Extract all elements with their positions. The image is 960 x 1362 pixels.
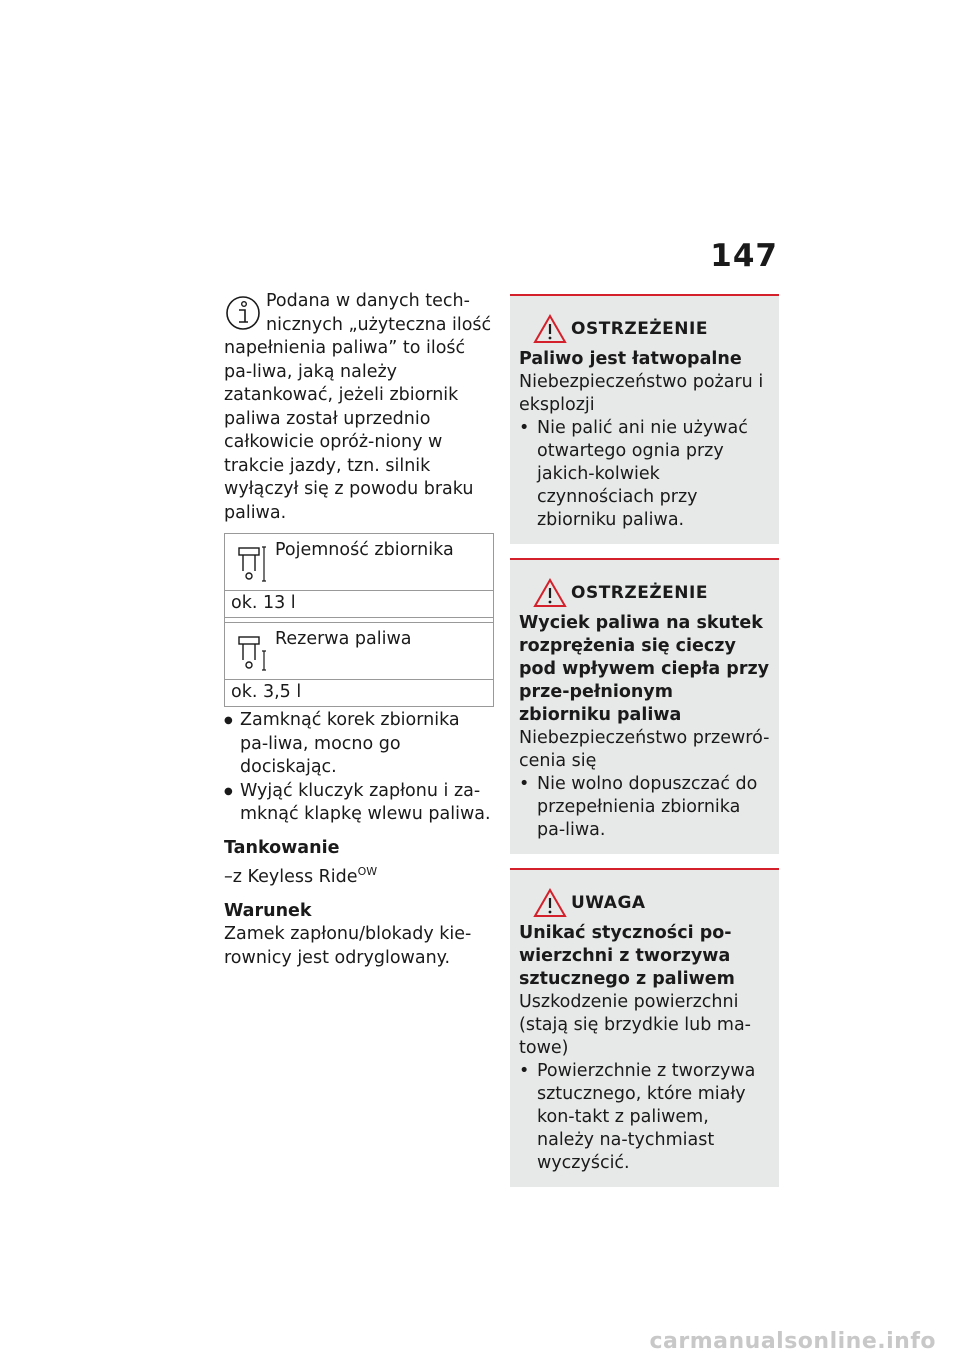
info-text: napełnienia paliwa” to ilość pa-liwa, jaką należy zatankować, jeżeli zbiornik paliwa został uprzednio całkowicie opróż-niony w trakcie jazdy, tzn. silnik wyłączył się z powodu braku paliwa. xyxy=(224,338,474,523)
warning-box-2 xyxy=(510,558,779,854)
tank-subheading: –z Keyless Ride$^{OW}$ xyxy=(224,865,378,887)
condition-text: Zamek zapłonu/blokady kie-rownicy jest odryglowany. xyxy=(224,924,472,968)
warning-text: Niebezpieczeństwo pożaru i eksplozji xyxy=(519,372,764,415)
spec-reserve xyxy=(225,623,493,706)
spec-value: ok. 3,5 l xyxy=(231,682,302,702)
list-item: ● Wyjąć kluczyk zapłonu i za-mknąć klapkę wlewu paliwa. xyxy=(224,780,492,827)
fuel-tank-icon xyxy=(237,544,267,584)
list-item: • Nie palić ani nie używać otwartego ognia przy jakich-kolwiek czynnościach przy zbiorniku paliwa. xyxy=(519,417,770,532)
warning-title: OSTRZEŻENIE xyxy=(571,583,708,603)
list-item: ● Zamknąć korek zbiornika pa-liwa, mocno go dociskając. xyxy=(224,709,492,780)
right-column xyxy=(510,294,779,1201)
page-number: 147 xyxy=(710,238,778,274)
spec-table xyxy=(224,533,494,707)
warning-text: Uszkodzenie powierzchni (stają się brzydkie lub ma-towe) xyxy=(519,992,751,1058)
fuel-reserve-icon xyxy=(237,633,267,673)
list-item: • Powierzchnie z tworzywa sztucznego, które miały kon-takt z paliwem, należy na-tychmiast wyczyścić. xyxy=(519,1060,770,1175)
warning-heading: Wyciek paliwa na skutek rozprężenia się cieczy pod wpływem ciepła przy prze-pełnionym zbiorniku paliwa xyxy=(519,613,770,725)
spec-label: Pojemność zbiornika xyxy=(275,540,454,560)
warning-heading: Unikać styczności po-wierzchni z tworzywa sztucznego z paliwem xyxy=(519,923,735,989)
spec-tank-capacity xyxy=(225,534,493,618)
info-icon xyxy=(224,294,262,332)
warning-triangle-icon xyxy=(533,888,567,918)
warning-title: UWAGA xyxy=(571,893,646,913)
instruction-list xyxy=(224,709,492,827)
warning-title: OSTRZEŻENIE xyxy=(571,319,708,339)
info-line-2: nicznych „użyteczna ilość xyxy=(266,314,492,335)
warning-heading: Paliwo jest łatwopalne xyxy=(519,349,742,369)
warning-triangle-icon xyxy=(533,578,567,608)
left-column xyxy=(224,290,492,970)
caution-box xyxy=(510,868,779,1187)
watermark: carmanualsonline.info xyxy=(649,1329,936,1354)
ow-superscript: OW xyxy=(357,865,378,878)
warning-text: Niebezpieczeństwo przewró-cenia się xyxy=(519,728,770,771)
tank-heading: Tankowanie xyxy=(224,837,340,858)
spec-label: Rezerwa paliwa xyxy=(275,629,412,649)
warning-triangle-icon xyxy=(533,314,567,344)
info-line-1: Podana w danych tech- xyxy=(266,291,470,311)
info-note xyxy=(224,290,492,525)
warning-box-1 xyxy=(510,294,779,544)
spec-value: ok. 13 l xyxy=(231,593,296,613)
list-item: • Nie wolno dopuszczać do przepełnienia zbiornika pa-liwa. xyxy=(519,773,770,842)
condition-heading: Warunek xyxy=(224,900,312,921)
